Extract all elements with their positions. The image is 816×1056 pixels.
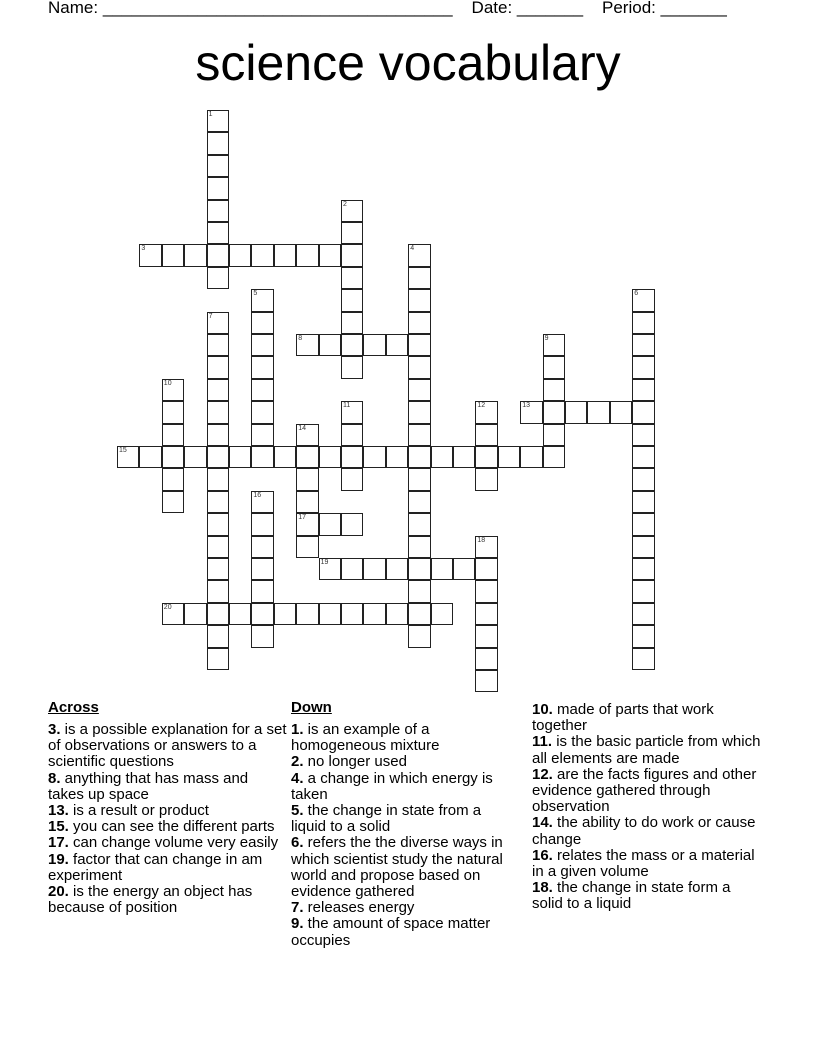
crossword-cell[interactable] [229, 603, 251, 625]
crossword-cell[interactable] [543, 379, 565, 401]
crossword-cell[interactable] [408, 379, 430, 401]
crossword-cell[interactable] [341, 334, 363, 356]
crossword-cell[interactable] [207, 536, 229, 558]
crossword-cell[interactable] [543, 356, 565, 378]
crossword-cell[interactable] [386, 558, 408, 580]
crossword-cell[interactable] [207, 580, 229, 602]
crossword-cell[interactable] [341, 289, 363, 311]
crossword-cell[interactable] [475, 648, 497, 670]
clue-down-18 [532, 880, 762, 912]
clue-number: 12. [532, 765, 553, 783]
crossword-cell[interactable] [408, 312, 430, 334]
clue-down-14 [532, 815, 762, 847]
crossword-cell[interactable] [207, 401, 229, 423]
crossword-cell[interactable] [296, 468, 318, 490]
crossword-cell[interactable] [520, 446, 542, 468]
crossword-cell[interactable] [363, 334, 385, 356]
clue-across-15 [48, 819, 288, 835]
crossword-cell[interactable] [632, 401, 654, 423]
crossword-cell[interactable] [341, 603, 363, 625]
crossword-cell[interactable] [274, 446, 296, 468]
crossword-cell[interactable] [363, 446, 385, 468]
crossword-cell[interactable] [184, 244, 206, 266]
crossword-cell[interactable] [408, 491, 430, 513]
clue-number: 20. [48, 883, 69, 901]
crossword-cell[interactable] [520, 401, 542, 423]
crossword-cell[interactable] [274, 603, 296, 625]
crossword-cell[interactable] [475, 625, 497, 647]
crossword-cell[interactable] [251, 334, 273, 356]
crossword-cell[interactable] [319, 513, 341, 535]
crossword-cell[interactable] [543, 401, 565, 423]
crossword-cell[interactable] [341, 401, 363, 423]
crossword-cell[interactable] [632, 424, 654, 446]
crossword-cell[interactable] [408, 580, 430, 602]
crossword-cell[interactable] [207, 244, 229, 266]
crossword-cell[interactable] [632, 603, 654, 625]
crossword-cell[interactable] [296, 424, 318, 446]
crossword-cell[interactable] [408, 244, 430, 266]
crossword-cell[interactable] [341, 558, 363, 580]
crossword-cell[interactable] [296, 446, 318, 468]
crossword-cell[interactable] [632, 648, 654, 670]
clue-text: factor that can change in am experiment [48, 850, 263, 884]
clue-text: the change in state from a liquid to a solid [291, 802, 482, 836]
crossword-cell[interactable] [431, 558, 453, 580]
crossword-cell[interactable] [117, 446, 139, 468]
clue-text: a change in which energy is taken [291, 769, 493, 803]
crossword-cell[interactable] [632, 536, 654, 558]
crossword-cell[interactable] [632, 558, 654, 580]
crossword-cell[interactable] [162, 424, 184, 446]
crossword-cell[interactable] [341, 446, 363, 468]
crossword-cell[interactable] [139, 244, 161, 266]
down-clues [291, 700, 516, 949]
clue-down-12 [532, 767, 762, 816]
crossword-cell[interactable] [139, 446, 161, 468]
date-label: Date: [471, 0, 513, 17]
clue-across-19 [48, 852, 288, 884]
crossword-cell[interactable] [543, 446, 565, 468]
crossword-cell[interactable] [251, 603, 273, 625]
crossword-cell[interactable] [251, 625, 273, 647]
crossword-cell[interactable] [184, 603, 206, 625]
cell-number: 6 [634, 290, 639, 298]
cell-number: 7 [208, 312, 213, 320]
crossword-cell[interactable] [632, 446, 654, 468]
clue-text: is a possible explanation for a set of observations or answers to a scientific questions [48, 721, 287, 771]
cell-number: 16 [253, 491, 262, 499]
clue-number: 13. [48, 802, 69, 820]
crossword-cell[interactable] [475, 446, 497, 468]
down-heading: Down [291, 699, 332, 716]
crossword-cell[interactable] [207, 200, 229, 222]
cell-number: 3 [141, 245, 146, 253]
crossword-cell[interactable] [543, 424, 565, 446]
crossword-cell[interactable] [251, 312, 273, 334]
crossword-cell[interactable] [632, 379, 654, 401]
cell-number: 13 [522, 402, 530, 410]
crossword-cell[interactable] [229, 244, 251, 266]
clue-number: 1. [291, 721, 304, 738]
crossword-cell[interactable] [207, 648, 229, 670]
clue-down-7 [291, 900, 516, 916]
name-label: Name: [48, 0, 99, 17]
clue-number: 14. [532, 814, 553, 832]
crossword-cell[interactable] [431, 446, 453, 468]
crossword-cell[interactable] [319, 603, 341, 625]
crossword-cell[interactable] [207, 513, 229, 535]
crossword-cell[interactable] [207, 603, 229, 625]
clue-text: is the basic particle from which all elements are made [532, 733, 761, 767]
clue-text: you can see the different parts [68, 818, 275, 836]
crossword-cell[interactable] [251, 491, 273, 513]
crossword-cell[interactable] [386, 446, 408, 468]
crossword-cell[interactable] [363, 603, 385, 625]
crossword-cell[interactable] [341, 267, 363, 289]
clue-down-1 [291, 722, 516, 754]
down-clues-continued [532, 702, 762, 913]
clue-text: is a result or product [68, 802, 209, 820]
clue-text: the amount of space matter occupies [291, 915, 491, 949]
crossword-cell[interactable] [207, 625, 229, 647]
crossword-cell[interactable] [632, 580, 654, 602]
cell-number: 19 [320, 559, 329, 566]
clue-down-16 [532, 848, 762, 880]
clue-text: is an example of a homogeneous mixture [291, 721, 440, 755]
crossword-cell[interactable] [341, 222, 363, 244]
crossword-cell[interactable] [162, 401, 184, 423]
date-field[interactable]: _______ [516, 0, 584, 17]
crossword-cell[interactable] [251, 424, 273, 446]
crossword-cell[interactable] [319, 558, 341, 580]
crossword-cell[interactable] [453, 446, 475, 468]
crossword-cell[interactable] [408, 334, 430, 356]
crossword-cell[interactable] [363, 558, 385, 580]
clue-down-11 [532, 734, 762, 766]
across-heading: Across [48, 699, 99, 716]
clue-number: 18. [532, 879, 553, 897]
crossword-cell[interactable] [408, 289, 430, 311]
crossword-cell[interactable] [162, 446, 184, 468]
crossword-cell[interactable] [632, 513, 654, 535]
cell-number: 2 [343, 200, 347, 208]
across-clues [48, 700, 288, 916]
crossword-cell[interactable] [207, 446, 229, 468]
crossword-cell[interactable] [251, 536, 273, 558]
crossword-cell[interactable] [431, 603, 453, 625]
clue-text: the ability to do work or cause change [532, 814, 756, 848]
crossword-cell[interactable] [475, 603, 497, 625]
clue-down-5 [291, 803, 516, 835]
crossword-cell[interactable] [207, 267, 229, 289]
clue-text: the change in state form a solid to a liquid [532, 879, 731, 913]
clue-across-17 [48, 835, 288, 851]
clue-across-20 [48, 884, 288, 916]
clue-text: are the facts figures and other evidence gathered through observation [532, 765, 757, 816]
cell-number: 15 [119, 447, 127, 454]
cell-number: 11 [343, 402, 351, 410]
cell-number: 1 [208, 111, 213, 118]
clue-across-13 [48, 803, 288, 819]
clue-down-4 [291, 771, 516, 803]
cell-number: 20 [163, 603, 172, 611]
crossword-cell[interactable] [274, 244, 296, 266]
cell-number: 8 [298, 335, 303, 342]
clue-number: 4. [291, 769, 304, 787]
crossword-cell[interactable] [475, 468, 497, 490]
crossword-cell[interactable] [632, 625, 654, 647]
clue-number: 5. [291, 802, 304, 820]
cell-number: 18 [477, 536, 486, 544]
crossword-cell[interactable] [296, 536, 318, 558]
period-field[interactable]: _______ [660, 0, 727, 17]
clue-number: 17. [48, 834, 69, 852]
clue-text: releases energy [303, 899, 415, 917]
clue-number: 15. [48, 818, 69, 836]
crossword-cell[interactable] [207, 155, 229, 177]
crossword-cell[interactable] [162, 379, 184, 401]
crossword-cell[interactable] [319, 446, 341, 468]
crossword-cell[interactable] [207, 379, 229, 401]
crossword-cell[interactable] [610, 401, 632, 423]
crossword-cell[interactable] [475, 580, 497, 602]
crossword-cell[interactable] [341, 468, 363, 490]
crossword-cell[interactable] [632, 289, 654, 311]
cell-number: 9 [544, 335, 549, 342]
clue-text: relates the mass or a material in a given volume [532, 846, 755, 881]
crossword-cell[interactable] [207, 424, 229, 446]
crossword-cell[interactable] [162, 603, 184, 625]
crossword-cell[interactable] [408, 558, 430, 580]
clue-number: 11. [532, 733, 553, 751]
clue-number: 2. [291, 753, 304, 771]
crossword-cell[interactable] [475, 424, 497, 446]
crossword-cell[interactable] [296, 244, 318, 266]
clue-number: 3. [48, 721, 61, 738]
crossword-cell[interactable] [408, 513, 430, 535]
clue-number: 16. [532, 846, 553, 864]
crossword-cell[interactable] [251, 379, 273, 401]
cell-number: 12 [477, 402, 486, 410]
crossword-cell[interactable] [184, 446, 206, 468]
clue-text: refers the the diverse ways in which scientist study the natural world and propose based on evidence gathered [291, 834, 503, 901]
crossword-cell[interactable] [207, 312, 229, 334]
clue-text: made of parts that work together [532, 701, 714, 735]
clue-number: 8. [48, 769, 61, 787]
crossword-cell[interactable] [408, 468, 430, 490]
period-label: Period: [602, 0, 656, 17]
crossword-cell[interactable] [341, 424, 363, 446]
crossword-cell[interactable] [408, 446, 430, 468]
crossword-cell[interactable] [162, 468, 184, 490]
clue-number: 19. [48, 850, 69, 868]
crossword-cell[interactable] [498, 446, 520, 468]
crossword-cell[interactable] [632, 468, 654, 490]
crossword-cell[interactable] [475, 401, 497, 423]
crossword-cell[interactable] [251, 558, 273, 580]
crossword-cell[interactable] [632, 356, 654, 378]
crossword-cell[interactable] [475, 536, 497, 558]
crossword-cell[interactable] [386, 334, 408, 356]
crossword-cell[interactable] [207, 491, 229, 513]
crossword-cell[interactable] [632, 334, 654, 356]
clue-across-3 [48, 722, 288, 771]
clue-down-10 [532, 702, 762, 734]
crossword-cell[interactable] [251, 244, 273, 266]
crossword-cell[interactable] [251, 513, 273, 535]
crossword-cell[interactable] [341, 356, 363, 378]
clue-down-6 [291, 835, 516, 900]
crossword-cell[interactable] [251, 580, 273, 602]
clue-down-2 [291, 754, 516, 770]
crossword-cell[interactable] [475, 558, 497, 580]
cell-number: 17 [298, 514, 306, 522]
crossword-cell[interactable] [341, 200, 363, 222]
crossword-cell[interactable] [475, 670, 497, 692]
crossword-cell[interactable] [565, 401, 587, 423]
crossword-cell[interactable] [251, 289, 273, 311]
crossword-cell[interactable] [386, 603, 408, 625]
page-title: science vocabulary [195, 35, 621, 91]
crossword-cell[interactable] [207, 177, 229, 199]
cell-number: 14 [298, 424, 306, 432]
crossword-cell[interactable] [341, 312, 363, 334]
crossword-cell[interactable] [207, 222, 229, 244]
name-field[interactable]: _____________________________________ [102, 0, 453, 17]
crossword-cell[interactable] [296, 603, 318, 625]
clue-text: anything that has mass and takes up space [48, 769, 249, 803]
clue-number: 7. [291, 899, 304, 917]
crossword-cell[interactable] [341, 513, 363, 535]
crossword-cell[interactable] [543, 334, 565, 356]
clue-text: can change volume very easily [68, 834, 279, 852]
clue-across-8 [48, 771, 288, 803]
crossword-cell[interactable] [408, 603, 430, 625]
clue-text: is the energy an object has because of position [48, 883, 253, 917]
crossword-cell[interactable] [162, 491, 184, 513]
crossword-cell[interactable] [408, 401, 430, 423]
crossword-cell[interactable] [408, 356, 430, 378]
crossword-cell[interactable] [207, 468, 229, 490]
clue-number: 10. [532, 701, 553, 718]
crossword-cell[interactable] [632, 312, 654, 334]
crossword-cell[interactable] [207, 356, 229, 378]
crossword-cell[interactable] [319, 334, 341, 356]
cell-number: 4 [410, 245, 415, 253]
clue-text: no longer used [303, 753, 407, 771]
crossword-cell[interactable] [296, 491, 318, 513]
crossword-cell[interactable] [251, 401, 273, 423]
crossword-cell[interactable] [162, 244, 184, 266]
crossword-cell[interactable] [296, 513, 318, 535]
clue-number: 6. [291, 834, 304, 852]
crossword-cell[interactable] [251, 356, 273, 378]
crossword-cell[interactable] [587, 401, 609, 423]
crossword-cell[interactable] [408, 267, 430, 289]
crossword-cell[interactable] [296, 334, 318, 356]
crossword-cell[interactable] [408, 625, 430, 647]
clue-number: 9. [291, 915, 304, 933]
crossword-cell[interactable] [319, 244, 341, 266]
clue-down-9 [291, 916, 516, 948]
crossword-cell[interactable] [229, 446, 251, 468]
crossword-cell[interactable] [408, 424, 430, 446]
across-clue-list [48, 722, 288, 916]
crossword-cell[interactable] [632, 491, 654, 513]
crossword-cell[interactable] [207, 558, 229, 580]
crossword-cell[interactable] [453, 558, 475, 580]
cell-number: 10 [163, 379, 172, 387]
crossword-cell[interactable] [207, 132, 229, 154]
crossword-cell[interactable] [341, 244, 363, 266]
cell-number: 5 [253, 290, 258, 298]
crossword-cell[interactable] [251, 446, 273, 468]
crossword-cell[interactable] [207, 110, 229, 132]
crossword-cell[interactable] [408, 536, 430, 558]
crossword-cell[interactable] [207, 334, 229, 356]
